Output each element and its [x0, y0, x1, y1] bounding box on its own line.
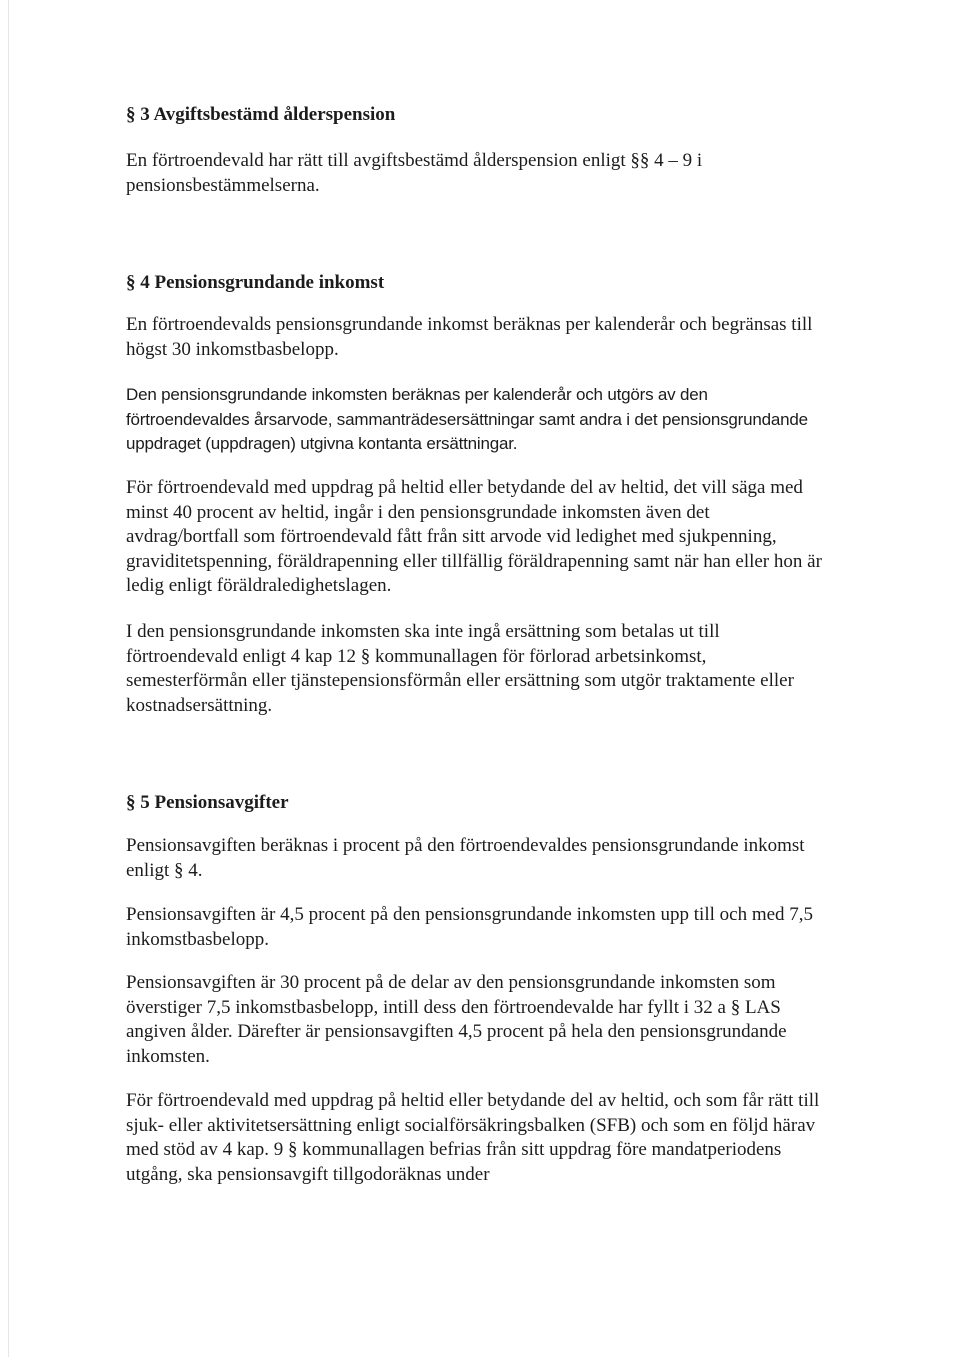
- scan-edge-line: [8, 0, 9, 1357]
- section-5-paragraph-2: Pensionsavgiften är 4,5 procent på den pensionsgrundande inkomsten upp till och med 7,5 inkomstbasbelopp.: [126, 904, 814, 950]
- section-4-paragraph-3: För förtroendevald med uppdrag på heltid eller betydande del av heltid, det vill säga med minst 40 procent av heltid, ingår i den pensionsgrundade inkomsten även det avdrag/bortfall som förtroendevald fått från sitt arvode vid ledighet med sjukpenning, graviditetspenning, föräldrapenning eller tillfällig föräldrapenning samt när han eller hon är ledig enligt föräldraledighetslagen.: [126, 477, 822, 596]
- section-3-paragraph-1: En förtroendevald har rätt till avgiftsbestämd ålderspension enligt §§ 4 – 9 i pensionsbestämmelserna.: [126, 150, 703, 196]
- section-5-paragraph-3: Pensionsavgiften är 30 procent på de delar av den pensionsgrundande inkomsten som överstiger 7,5 inkomstbasbelopp, intill dess den förtroendevalde har fyllt i 32 a § LAS angiven ålder. Därefter är pensionsavgiften 4,5 procent på hela den pensionsgrundande inkomsten.: [126, 972, 787, 1067]
- section-3-heading: § 3 Avgiftsbestämd ålderspension: [126, 104, 396, 125]
- section-4-paragraph-1: En förtroendevalds pensionsgrundande inkomst beräknas per kalenderår och begränsas till högst 30 inkomstbasbelopp.: [126, 314, 813, 360]
- section-4-heading: § 4 Pensionsgrundande inkomst: [126, 272, 385, 293]
- section-5-heading: § 5 Pensionsavgifter: [126, 792, 289, 813]
- section-4-paragraph-4: I den pensionsgrundande inkomsten ska inte ingå ersättning som betalas ut till förtroendevald enligt 4 kap 12 § kommunallagen för förlorad arbetsinkomst, semesterförmån eller tjänstepensionsförmån eller ersättning som utgör traktamente eller kostnadsersättning.: [126, 621, 794, 716]
- section-5-paragraph-1: Pensionsavgiften beräknas i procent på den förtroendevaldes pensionsgrundande inkomst enligt § 4.: [126, 835, 805, 881]
- section-5-paragraph-4: För förtroendevald med uppdrag på heltid eller betydande del av heltid, och som får rätt till sjuk- eller aktivitetsersättning enligt socialförsäkringsbalken (SFB) och som en följd härav med stöd av 4 kap. 9 § kommunallagen befrias från sitt uppdrag före mandatperiodens utgång, ska pensionsavgift tillgodoräknas under: [126, 1090, 820, 1185]
- section-4-paragraph-2: Den pensionsgrundande inkomsten beräknas per kalenderår och utgörs av den förtroendevaldes årsarvode, sammanträdesersättningar samt andra i det pensionsgrundande uppdraget (uppdragen) utgivna kontanta ersättningar.: [126, 385, 808, 453]
